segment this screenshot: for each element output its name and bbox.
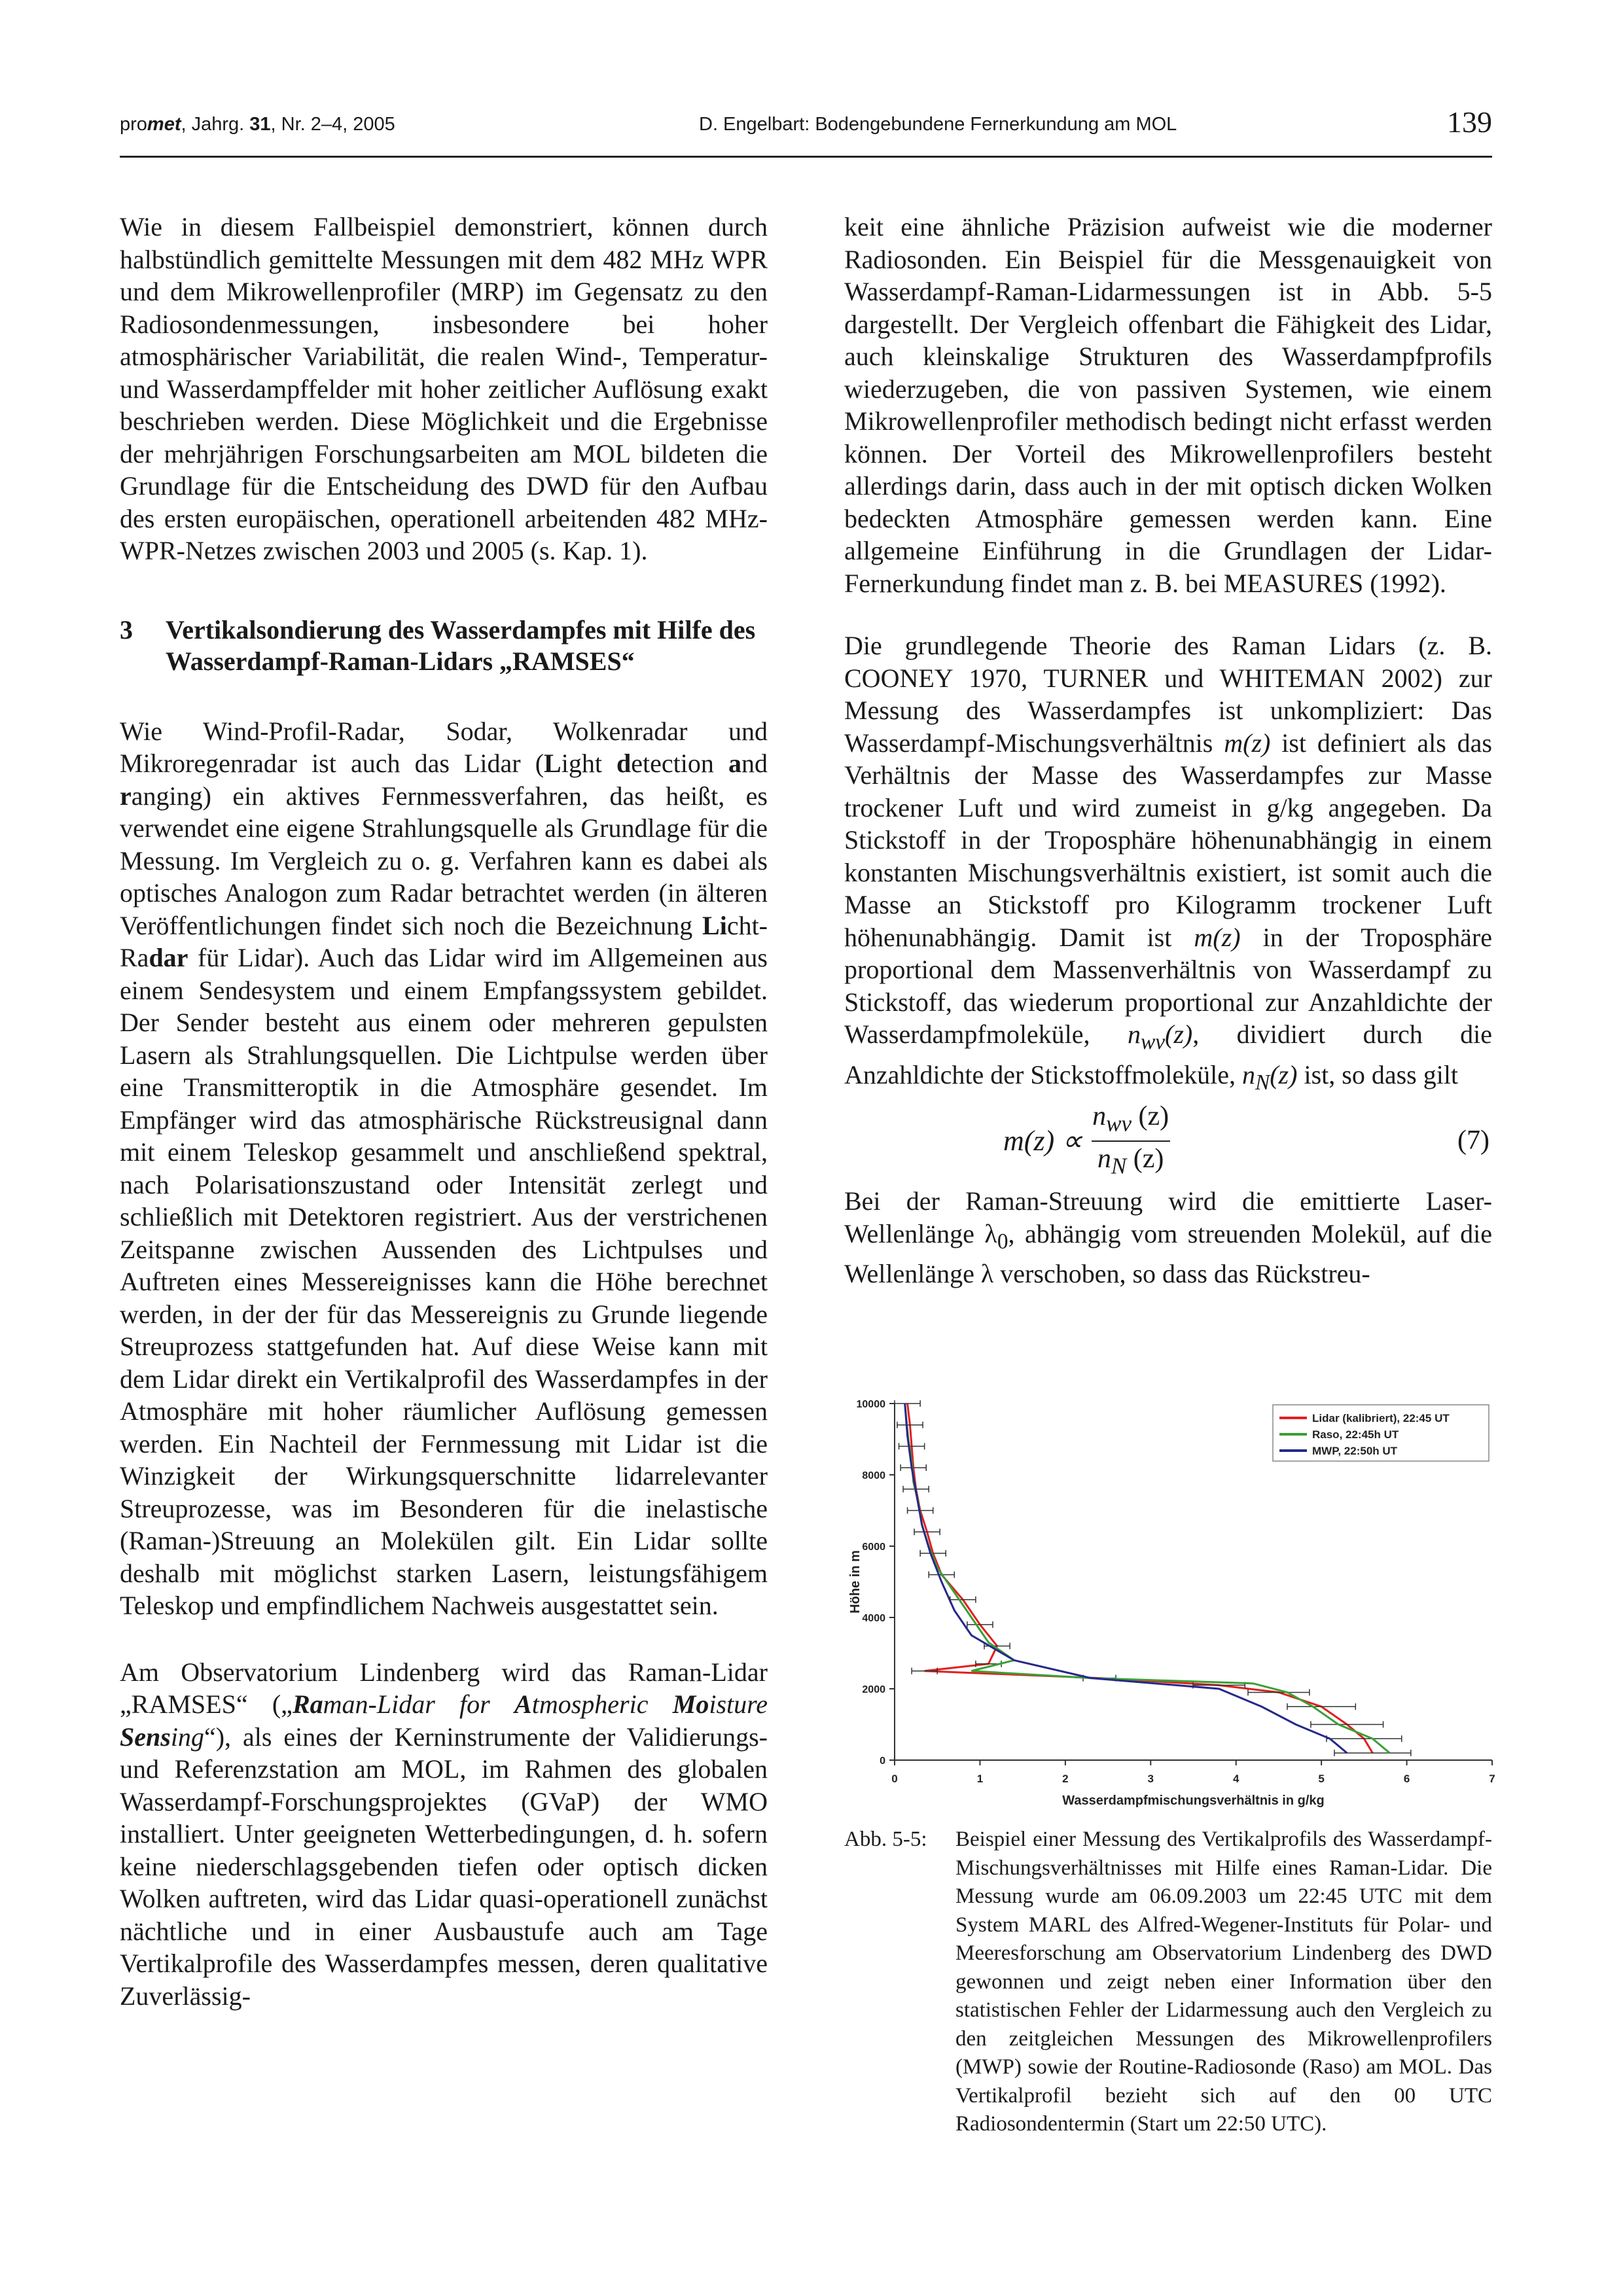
section-heading (120, 614, 768, 677)
page-number: 139 (1447, 105, 1492, 139)
math-symbol: n (1097, 1144, 1111, 1174)
journal-name-suffix: , Jahrg. (181, 114, 250, 135)
running-title: D. Engelbart: Bodengebundene Fernerkundung am MOL (699, 114, 1177, 135)
math-argument: (z) (1270, 1059, 1298, 1089)
y-tick-label: 6000 (862, 1542, 885, 1553)
math-symbol: n (1242, 1059, 1255, 1089)
text-run: cht-Ra (120, 910, 768, 972)
equation-7 (844, 1100, 1492, 1182)
equation-numerator (1092, 1099, 1169, 1140)
x-tick-label: 7 (1489, 1773, 1495, 1785)
legend-label-3: MWP, 22:50h UT (1312, 1445, 1398, 1457)
text-run: ist, so dass gilt (1297, 1059, 1459, 1089)
x-tick-label: 1 (976, 1773, 984, 1785)
x-tick-label: 2 (1062, 1773, 1069, 1785)
math-nwv (1127, 1019, 1193, 1054)
right-paragraph-3 (844, 1185, 1492, 1290)
equation-fraction (1092, 1099, 1170, 1184)
text-run: ight (561, 749, 617, 778)
text-run: Die grundlegende Theorie des Raman Lidars (z. B. COONEY 1970, TURNER und WHITEMAN 2002) zur Messung des Wasserdampfes ist unkompliziert: Das Wasserdampf-Mischungsverhältnis (844, 631, 1492, 758)
acronym-letter: r (120, 781, 132, 811)
text-run: ing (170, 1722, 204, 1752)
acronym-letter: a (728, 749, 741, 778)
text-run: man-Lidar for (323, 1689, 515, 1719)
left-paragraph-1: Wie in diesem Fallbeispiel demonstriert, können durch halbstündlich gemittelte Messungen mit dem 482 MHz WPR und dem Mikrowellenprofiler (MRP) im Gegensatz zu den Radiosondenmessungen, insbesondere bei hoher atmosphärischer Variabilität, die realen Wind-, Temperatur- und Wasserdampffelder mit hoher zeitlicher Auflösung exakt beschrieben werden. Diese Möglichkeit und die Ergebnisse der mehrjährigen Forschungsarbeiten am MOL bildeten die Grundlage für die Entscheidung des DWD für den Aufbau des ersten europäischen, operationell arbeitenden 482 MHz-WPR-Netzes zwischen 2003 und 2005 (s. Kap. 1). (120, 212, 768, 565)
acronym-letter: Mo (672, 1689, 709, 1719)
math-subscript: wv (1140, 1030, 1166, 1054)
text-run: in der Troposphäre proportional dem Massenverhältnis von Wasserdampf zu Stickstoff, das wiederum proportional zur Anzahldichte der Wasserdampfmoleküle, (844, 922, 1492, 1049)
text-run: isture (709, 1689, 768, 1719)
text-run: tmospheric (531, 1689, 673, 1719)
math-argument: (z) (1126, 1144, 1164, 1174)
journal-volume: 31 (249, 114, 271, 135)
math-subscript: N (1255, 1070, 1270, 1095)
x-axis-label: Wasserdampfmischungsverhältnis in g/kg (1062, 1793, 1325, 1808)
text-run: Am Observatorium Lindenberg wird das Raman-Lidar „RAMSES“ („ (120, 1657, 768, 1719)
y-tick-label: 0 (880, 1756, 885, 1767)
journal-issue: , Nr. 2–4, 2005 (270, 114, 395, 135)
caption-text: Beispiel einer Messung des Vertikalprofils des Wasserdampf-Mischungsverhältnisses mit Hilfe eines Raman-Lidar. Die Messung wurde am 06.09.2003 um 22:45 UTC mit dem System MARL des Alfred-Wegener-Instituts für Polar- und Meeresforschung am Observatorium Lindenberg des DWD gewonnen und zeigt neben einer Information über den statistischen Fehler der Lidarmessung auch den Vergleich zu den zeitgleichen Messungen des Mikrowellenprofilers (MWP) sowie der Routine-Radiosonde (Raso) am MOL. Das Vertikalprofil bezieht sich auf den 00 UTC Radiosondentermin (Start um 22:50 UTC). (955, 1828, 1492, 2136)
y-tick-label: 2000 (862, 1684, 885, 1695)
x-tick-label: 0 (891, 1773, 898, 1785)
journal-citation (120, 114, 395, 135)
x-tick-label: 6 (1403, 1773, 1410, 1785)
y-tick-label: 10000 (856, 1399, 885, 1410)
acronym-letter: Ra (292, 1689, 323, 1719)
figure-caption (844, 1826, 1492, 2139)
text-run: etection (631, 749, 728, 778)
section-title: Vertikalsondierung des Wasserdampfes mit Hilfe des Wasserdampf-Raman-Lidars „RAMSES“ (166, 614, 756, 676)
right-paragraph-1: keit eine ähnliche Präzision aufweist wie die moderner Radiosonden. Ein Beispiel für die Messgenauigkeit von Wasserdampf-Raman-Lidarmessungen ist in Abb. 5-5 dargestellt. Der Vergleich offenbart die Fähigkeit des Lidar, auch kleinskalige Strukturen des Wasserdampfprofils wiederzugeben, die von passiven Systemen, wie einem Mikrowellenprofiler methodisch bedingt nicht erfasst werden können. Der Vorteil des Mikrowellenprofilers besteht allerdings darin, dass auch in der mit optisch dicken Wolken bedeckten Atmosphäre gemessen werden kann. Eine allgemeine Einführung in die Grundlagen der Lidar-Fernerkundung findet man z. B. bei MEASURES (1992). (844, 212, 1492, 598)
math-subscript: wv (1106, 1110, 1132, 1136)
journal-name-bold: met (147, 114, 181, 135)
math-argument: (z) (1165, 1019, 1193, 1049)
acronym-letter: dar (149, 943, 188, 972)
y-tick-label: 4000 (862, 1613, 885, 1624)
x-tick-label: 5 (1318, 1773, 1325, 1785)
math-argument: (z) (1132, 1101, 1169, 1131)
text-run: , abhängig vom streuenden Molekül, auf die Wellenlänge λ verschoben, so dass das Rückstreu- (844, 1218, 1492, 1288)
math-nN (1242, 1059, 1298, 1095)
left-paragraph-2 (120, 715, 768, 1622)
running-header (120, 105, 1492, 157)
math-symbol: n (1127, 1019, 1141, 1049)
header-rule (120, 156, 1492, 158)
legend-label-1: Lidar (kalibriert), 22:45 UT (1312, 1412, 1450, 1424)
math-mz: m(z) (1194, 922, 1241, 952)
left-paragraph-3 (120, 1656, 768, 2013)
math-subscript: N (1111, 1153, 1127, 1179)
left-column (120, 211, 768, 2012)
y-tick-label: 8000 (862, 1470, 885, 1481)
figure-5-5 (847, 1397, 1495, 1809)
text-run: ist definiert als das Verhältnis der Masse des Wasserdampfes zur Masse trockener Luft und wird zumeist in g/kg angegeben. Da Stickstoff in der Troposphäre höhenunabhängig in einem konstanten Mischungsverhältnis existiert, ist somit auch die Masse an Stickstoff pro Kilogramm trockener Luft höhenunabhängig. Damit ist (844, 728, 1492, 952)
right-paragraph-2 (844, 629, 1492, 1099)
legend-label-2: Raso, 22:45h UT (1312, 1428, 1399, 1441)
text-run: , dividiert durch die Anzahldichte der Stickstoffmoleküle, (844, 1019, 1493, 1089)
acronym-letter: A (514, 1689, 532, 1719)
equation-number: (7) (1457, 1125, 1489, 1156)
math-subscript: 0 (997, 1229, 1008, 1254)
journal-name-prefix: pro (120, 114, 147, 135)
acronym-letter: L (544, 749, 562, 778)
y-axis-label: Höhe in m (848, 1550, 863, 1614)
math-mz: m(z) (1224, 728, 1271, 758)
text-run: Bei der Raman-Streuung wird die emittierte Laser-Wellenlänge λ (844, 1186, 1492, 1248)
text-run: anging (131, 781, 203, 811)
x-tick-label: 4 (1232, 1773, 1240, 1785)
acronym-letter: d (616, 749, 632, 778)
equation-lhs: m(z) ∝ (1003, 1125, 1082, 1157)
text-run: ) ein aktives Fernmessverfahren, das heißt, es verwendet eine eigene Strahlungsquelle als Grundlage für die Messung. Im Vergleich zu o. g. Verfahren kann es dabei als optisches Analogon zum Radar betrachtet werden (in älteren Veröffentlichungen findet sich noch die Bezeichnung (120, 781, 768, 940)
text-run: für Lidar). Auch das Lidar wird im Allgemeinen aus einem Sendesystem und einem Empfangssystem gebildet. Der Sender besteht aus einem oder mehreren gepulsten Lasern als Strahlungsquellen. Die Lichtpulse werden über eine Transmitteroptik in die Atmosphäre gesendet. Im Empfänger wird das atmosphärische Rückstreusignal dann mit einem Teleskop gesammelt und anschließend spektral, nach Polarisationszustand oder Intensität zerlegt und schließlich mit Detektoren registriert. Aus der verstrichenen Zeitspanne zwischen Aussenden des Lichtpulses und Auftreten eines Messereignisses kann die Höhe berechnet werden, in der der für das Messereignis zu Grunde liegende Streuprozess stattgefunden hat. Auf diese Weise kann mit dem Lidar direkt ein Vertikalprofil des Wasserdampfes in der Atmosphäre mit hoher räumlicher Auflösung gemessen werden. Ein Nachteil der Fernmessung mit Lidar ist die Winzigkeit der Wirkungsquerschnitte lidarrelevanter Streuprozesse, was im Besonderen für die inelastische (Raman-)Streuung an Molekülen gilt. Ein Lidar sollte deshalb mit möglichst starken Lasern, leistungsfähigem Teleskop und empfindlichem Nachweis ausgestattet sein. (120, 943, 768, 1620)
caption-label: Abb. 5-5: (844, 1828, 927, 1851)
text-run: nd (741, 749, 768, 778)
text-run: “), als eines der Kerninstrumente der Validierungs- und Referenzstation am MOL, im Rahmen des globalen Wasserdampf-Forschungsprojektes (GVaP) der WMO installiert. Unter geeigneten Wetterbedingungen, d. h. sofern keine niederschlagsgebenden tiefen oder optisch dicken Wolken auftreten, wird das Lidar quasi-operationell zunächst nächtliche und in einer Ausbaustufe auch am Tage Vertikalprofile des Wasserdampfes messen, deren qualitative Zuverlässig- (120, 1722, 768, 2011)
math-symbol: n (1092, 1101, 1107, 1131)
x-tick-label: 3 (1147, 1773, 1154, 1785)
acronym-letter: Sens (120, 1722, 171, 1752)
text-run: Wie Wind-Profil-Radar, Sodar, Wolkenradar und Mikroregenradar ist auch das Lidar ( (120, 716, 768, 778)
chart-legend (1273, 1405, 1489, 1461)
equation-denominator (1097, 1142, 1164, 1183)
section-number: 3 (120, 614, 133, 645)
water-vapour-profile-chart (847, 1397, 1495, 1809)
acronym-letter: Li (702, 910, 727, 940)
right-column (844, 211, 1492, 1290)
